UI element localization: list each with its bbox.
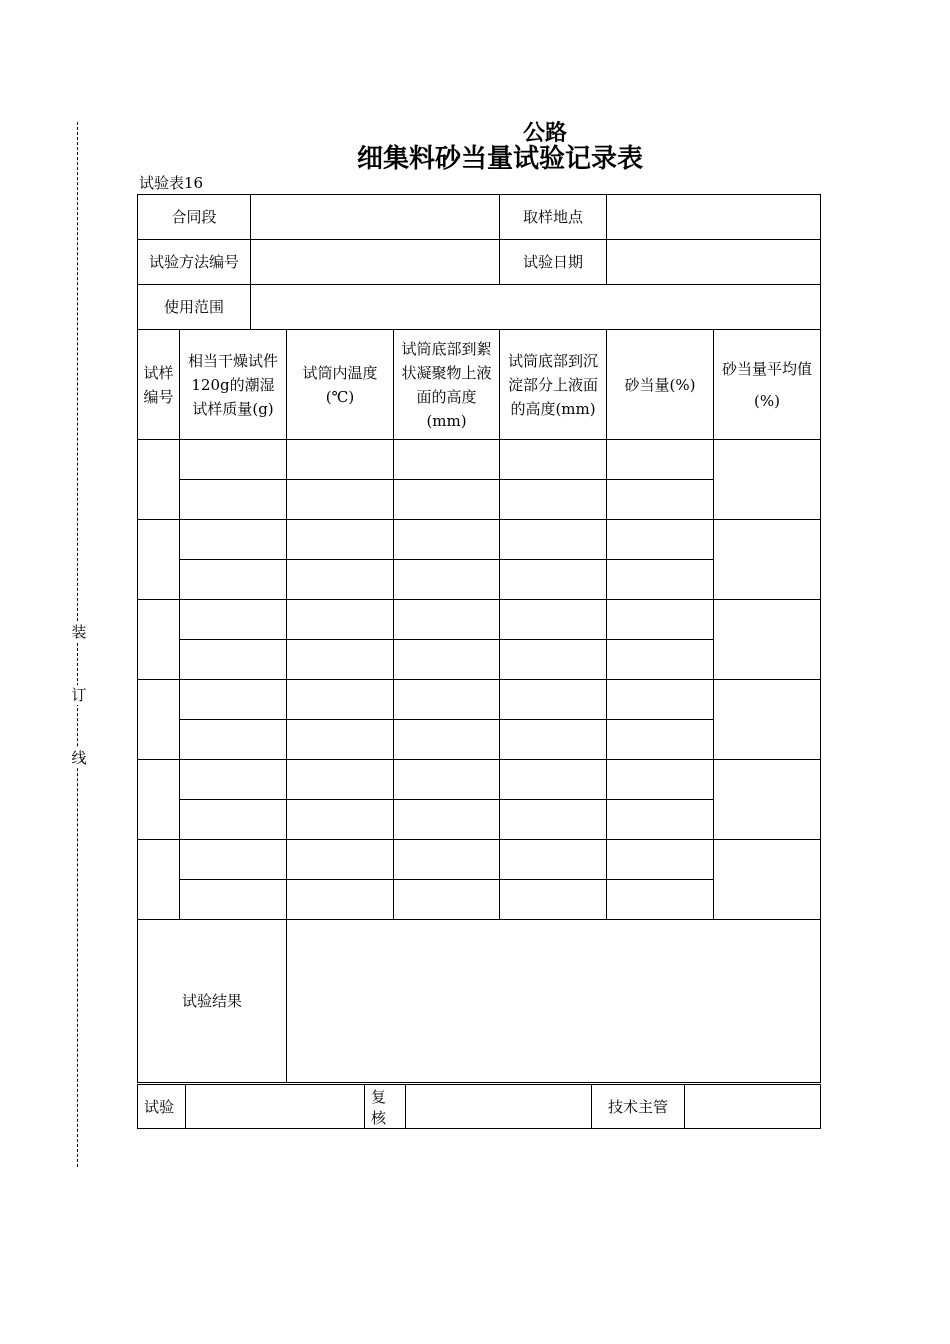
- tester-label: 试验: [138, 1085, 186, 1129]
- temperature-cell[interactable]: [287, 480, 394, 520]
- header-average-unit: (%): [754, 391, 781, 410]
- sediment-height-cell[interactable]: [500, 560, 607, 600]
- header-average: [714, 330, 821, 440]
- header-floc-height: 试筒底部到絮状凝聚物上液面的高度(mm): [394, 330, 500, 440]
- sand-equivalent-cell[interactable]: [607, 640, 714, 680]
- average-cell[interactable]: [714, 520, 821, 600]
- temperature-cell[interactable]: [287, 720, 394, 760]
- floc-height-cell[interactable]: [394, 840, 500, 880]
- temperature-cell[interactable]: [287, 520, 394, 560]
- header-temperature: 试筒内温度(℃): [287, 330, 394, 440]
- signature-table: [137, 1084, 821, 1129]
- sand-equivalent-cell[interactable]: [607, 600, 714, 640]
- header-sand-equivalent: 砂当量(%): [607, 330, 714, 440]
- average-cell[interactable]: [714, 760, 821, 840]
- record-table: [137, 194, 821, 1083]
- header-sediment-height: 试筒底部到沉淀部分上液面的高度(mm): [500, 330, 607, 440]
- sediment-height-cell[interactable]: [500, 760, 607, 800]
- wet-mass-cell[interactable]: [180, 840, 287, 880]
- wet-mass-cell[interactable]: [180, 560, 287, 600]
- wet-mass-cell[interactable]: [180, 440, 287, 480]
- table-row: [138, 440, 821, 480]
- form-number: 试验表16: [139, 174, 204, 192]
- contract-field[interactable]: [251, 195, 500, 240]
- floc-height-cell[interactable]: [394, 440, 500, 480]
- floc-height-cell[interactable]: [394, 600, 500, 640]
- sand-equivalent-cell[interactable]: [607, 880, 714, 920]
- sample-no-cell[interactable]: [138, 760, 180, 840]
- wet-mass-cell[interactable]: [180, 720, 287, 760]
- data-rows: [138, 440, 821, 920]
- average-cell[interactable]: [714, 600, 821, 680]
- table-row: [138, 600, 821, 640]
- sand-equivalent-cell[interactable]: [607, 520, 714, 560]
- header-sample-no: 试样编号: [138, 330, 180, 440]
- wet-mass-cell[interactable]: [180, 800, 287, 840]
- sampling-location-label: 取样地点: [500, 195, 607, 240]
- temperature-cell[interactable]: [287, 640, 394, 680]
- contract-label: 合同段: [138, 195, 251, 240]
- floc-height-cell[interactable]: [394, 760, 500, 800]
- scope-field[interactable]: [251, 285, 821, 330]
- sediment-height-cell[interactable]: [500, 840, 607, 880]
- sand-equivalent-cell[interactable]: [607, 720, 714, 760]
- table-row: [138, 840, 821, 880]
- sediment-height-cell[interactable]: [500, 440, 607, 480]
- temperature-cell[interactable]: [287, 840, 394, 880]
- sand-equivalent-cell[interactable]: [607, 680, 714, 720]
- temperature-cell[interactable]: [287, 600, 394, 640]
- floc-height-cell[interactable]: [394, 880, 500, 920]
- binding-char-2: 订: [71, 686, 87, 704]
- wet-mass-cell[interactable]: [180, 680, 287, 720]
- supervisor-field[interactable]: [685, 1085, 821, 1129]
- table-row: [138, 760, 821, 800]
- table-row: [138, 520, 821, 560]
- sand-equivalent-cell[interactable]: [607, 440, 714, 480]
- wet-mass-cell[interactable]: [180, 480, 287, 520]
- test-date-label: 试验日期: [500, 240, 607, 285]
- page-title: 细集料砂当量试验记录表: [356, 144, 643, 174]
- result-field[interactable]: [287, 920, 821, 1083]
- temperature-cell[interactable]: [287, 680, 394, 720]
- floc-height-cell[interactable]: [394, 520, 500, 560]
- result-label: 试验结果: [138, 920, 287, 1083]
- checker-field[interactable]: [406, 1085, 592, 1129]
- floc-height-cell[interactable]: [394, 680, 500, 720]
- temperature-cell[interactable]: [287, 760, 394, 800]
- sediment-height-cell[interactable]: [500, 600, 607, 640]
- sample-no-cell[interactable]: [138, 840, 180, 920]
- wet-mass-cell[interactable]: [180, 600, 287, 640]
- sediment-height-cell[interactable]: [500, 720, 607, 760]
- temperature-cell[interactable]: [287, 440, 394, 480]
- sand-equivalent-cell[interactable]: [607, 840, 714, 880]
- sediment-height-cell[interactable]: [500, 480, 607, 520]
- binding-line: [77, 122, 78, 1167]
- tester-field[interactable]: [186, 1085, 365, 1129]
- supervisor-label: 技术主管: [592, 1085, 685, 1129]
- sediment-height-cell[interactable]: [500, 880, 607, 920]
- header-wet-mass: 相当干燥试件120g的潮湿试样质量(g): [180, 330, 287, 440]
- header-average-label: 砂当量平均值: [722, 359, 813, 378]
- sampling-location-field[interactable]: [607, 195, 821, 240]
- sample-no-cell[interactable]: [138, 680, 180, 760]
- sample-no-cell[interactable]: [138, 440, 180, 520]
- floc-height-cell[interactable]: [394, 560, 500, 600]
- test-date-field[interactable]: [607, 240, 821, 285]
- floc-height-cell[interactable]: [394, 800, 500, 840]
- table-row: [138, 680, 821, 720]
- sample-no-cell[interactable]: [138, 600, 180, 680]
- wet-mass-cell[interactable]: [180, 880, 287, 920]
- binding-char-1: 装: [71, 623, 87, 641]
- wet-mass-cell[interactable]: [180, 760, 287, 800]
- floc-height-cell[interactable]: [394, 480, 500, 520]
- wet-mass-cell[interactable]: [180, 640, 287, 680]
- sediment-height-cell[interactable]: [500, 520, 607, 560]
- binding-char-3: 线: [71, 749, 87, 767]
- average-cell[interactable]: [714, 840, 821, 920]
- sediment-height-cell[interactable]: [500, 680, 607, 720]
- sand-equivalent-cell[interactable]: [607, 560, 714, 600]
- method-no-label: 试验方法编号: [138, 240, 251, 285]
- title-prefix: 公路: [522, 121, 567, 146]
- checker-label: 复核: [365, 1085, 406, 1129]
- temperature-cell[interactable]: [287, 880, 394, 920]
- wet-mass-cell[interactable]: [180, 520, 287, 560]
- sand-equivalent-cell[interactable]: [607, 800, 714, 840]
- sediment-height-cell[interactable]: [500, 800, 607, 840]
- floc-height-cell[interactable]: [394, 640, 500, 680]
- sediment-height-cell[interactable]: [500, 640, 607, 680]
- scope-label: 使用范围: [138, 285, 251, 330]
- method-no-field[interactable]: [251, 240, 500, 285]
- sample-no-cell[interactable]: [138, 520, 180, 600]
- floc-height-cell[interactable]: [394, 720, 500, 760]
- sand-equivalent-cell[interactable]: [607, 760, 714, 800]
- average-cell[interactable]: [714, 680, 821, 760]
- temperature-cell[interactable]: [287, 800, 394, 840]
- temperature-cell[interactable]: [287, 560, 394, 600]
- sand-equivalent-cell[interactable]: [607, 480, 714, 520]
- average-cell[interactable]: [714, 440, 821, 520]
